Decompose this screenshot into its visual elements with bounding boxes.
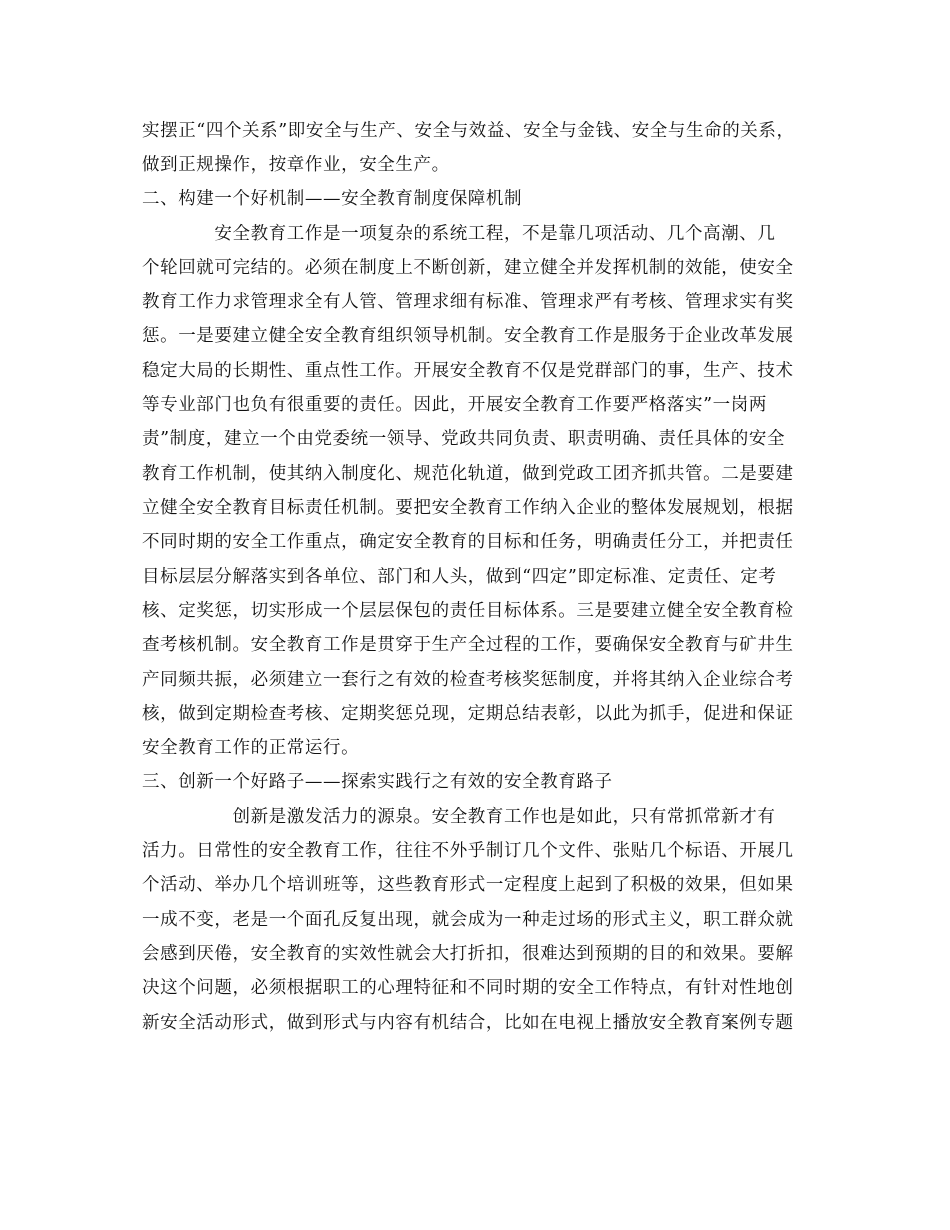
text-line: 会感到厌倦，安全教育的实效性就会大打折扣，很难达到预期的目的和效果。要解 [142,944,794,964]
text-line: 产同频共振，必须建立一套行之有效的检查考核奖惩制度，并将其纳入企业综合考 [142,670,794,690]
text-line: 实摆正“四个关系”即安全与生产、安全与效益、安全与金钱、安全与生命的关系， [142,121,795,141]
section-heading: 二、构建一个好机制——安全教育制度保障机制 [142,189,523,209]
text-line: 不同时期的安全工作重点，确定安全教育的目标和任务，明确责任分工，并把责任 [142,532,794,552]
text-line: 稳定大局的长期性、重点性工作。开展安全教育不仅是党群部门的事，生产、技术 [142,361,794,381]
text-line: 安全教育工作是一项复杂的系统工程，不是靠几项活动、几个高潮、几 [142,224,776,244]
text-line: 一成不变，老是一个面孔反复出现，就会成为一种走过场的形式主义，职工群众就 [142,910,794,930]
text-line: 决这个问题，必须根据职工的心理特征和不同时期的安全工作特点，有针对性地创 [142,978,794,998]
text-line: 创新是激发活力的源泉。安全教育工作也是如此，只有常抓常新才有 [142,807,776,827]
text-line: 目标层层分解落实到各单位、部门和人头，做到“四定”即定标准、定责任、定考 [142,567,777,587]
text-line: 个活动、举办几个培训班等，这些教育形式一定程度上起到了积极的效果，但如果 [142,875,794,895]
text-line: 责”制度，建立一个由党委统一领导、党政共同负责、职责明确、责任具体的安全 [142,429,786,449]
text-line: 核，做到定期检查考核、定期奖惩兑现，定期总结表彰，以此为抓手，促进和保证 [142,704,794,724]
text-line: 教育工作机制，使其纳入制度化、规范化轨道，做到党政工团齐抓共管。二是要建 [142,464,794,484]
text-line: 教育工作力求管理求全有人管、管理求细有标准、管理求严有考核、管理求实有奖 [142,292,794,312]
text-line: 新安全活动形式，做到形式与内容有机结合，比如在电视上播放安全教育案例专题 [142,1013,794,1033]
text-line: 核、定奖惩，切实形成一个层层保包的责任目标体系。三是要建立健全安全教育检 [142,601,794,621]
text-line: 惩。一是要建立健全安全教育组织领导机制。安全教育工作是服务于企业改革发展 [142,326,794,346]
text-line: 做到正规操作，按章作业，安全生产。 [142,155,450,175]
section-heading: 三、创新一个好路子——探索实践行之有效的安全教育路子 [142,772,613,792]
text-line: 立健全安全教育目标责任机制。要把安全教育工作纳入企业的整体发展规划，根据 [142,498,794,518]
text-line: 安全教育工作的正常运行。 [142,738,360,758]
text-line: 查考核机制。安全教育工作是贯穿于生产全过程的工作，要确保安全教育与矿井生 [142,635,794,655]
text-line: 活力。日常性的安全教育工作，往往不外乎制订几个文件、张贴几个标语、开展几 [142,841,794,861]
text-line: 等专业部门也负有很重要的责任。因此，开展安全教育工作要严格落实”一岗两 [142,395,767,415]
text-line: 个轮回就可完结的。必须在制度上不断创新，建立健全并发挥机制的效能，使安全 [142,258,794,278]
